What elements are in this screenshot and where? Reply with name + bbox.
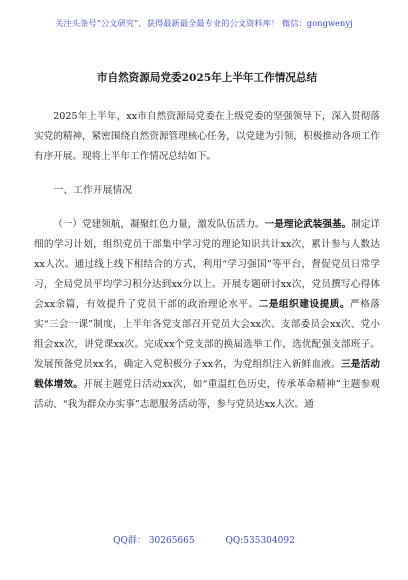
point-one-lead: 一是理论武装强基。 [264,219,352,230]
document-page [34,56,380,415]
point-two-text: 严格落实“三会一课”制度，上半年各党支部召开党员大会xx次、支部委员会xx次、党小组会xx次，讲党课xx次。完成xx个党支部的换届选举工作，选优配强支部班子。发展预备党员xx名，确定入党积极分子xx名，为党组织注入新鲜血液。 [34,299,381,370]
section-heading: 一、工作开展情况 [53,185,132,196]
point-one-text: 制定详细的学习计划，组织党员干部集中学习党的理论知识共计xx次，累计参与人数达xx人次。通过线上线下相结合的方式，利用“学习强国”等平台，督促党员日常学习，全局党员平均学习积分达到xx分以上。开展专题研讨xx次，党员撰写心得体会xx余篇，有效提升了党员干部的政治理论水平。 [34,219,381,310]
footer-qq: QQ:535304092 [225,536,295,546]
intro-paragraph: 2025年上半年，xx市自然资源局党委在上级党委的坚强领导下，深入贯彻落实党的精神，紧密围绕自然资源管理核心任务，以党建为引领，积极推动各项工作有序开展。现将上半年工作情况总结如下。 [34,111,380,162]
point-two-lead: 二是组织建设提质。 [258,299,351,310]
point-three-text: 开展主题党日活动xx次，如“重温红色历史，传承革命精神”主题参观活动、“我为群众办实事”志愿服务活动等，参与党员达xx人次。通 [34,379,381,410]
body-paragraph [34,215,380,415]
point-three-lead: 三是活动载体增效。 [34,359,380,390]
header-banner: 关注头条号“公文研究”，获得最新最全最专业的公文资料库！ 微信：gongwenyj [55,18,353,28]
footer-contact [0,533,408,546]
footer-qq-group: QQ群： 30265665 [113,536,195,546]
document-title: 市自然资源局党委2025年上半年工作情况总结 [96,72,318,84]
subsection-heading: （一）党建领航，凝聚红色力量，激发队伍活力。 [53,219,265,230]
